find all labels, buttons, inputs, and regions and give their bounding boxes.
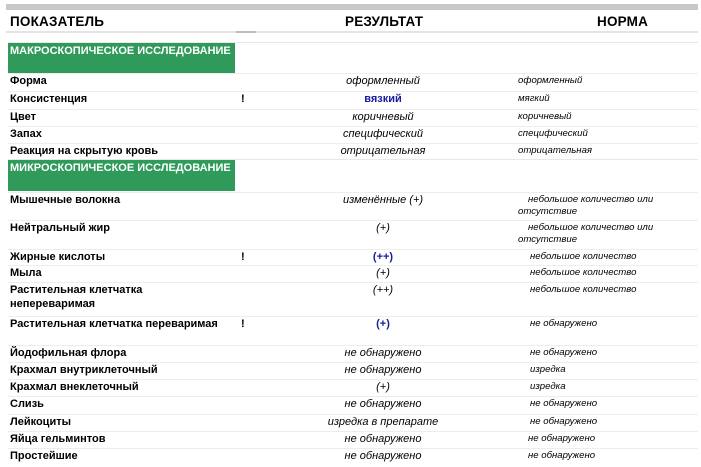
row-divider [8, 282, 698, 283]
row-divider [8, 126, 698, 127]
row-indicator: Слизь [10, 398, 44, 410]
row-result: оформленный [346, 75, 420, 87]
row-result: не обнаружено [344, 364, 422, 376]
row-norm: не обнаружено [530, 398, 598, 409]
row-indicator: Яйца гельминтов [10, 433, 106, 445]
row-norm: не обнаружено [530, 416, 598, 427]
header-divider-accent [236, 31, 256, 33]
row-result: специфический [342, 128, 423, 140]
row-indicator: Запах [10, 128, 42, 140]
row-norm: небольшое количество [530, 284, 637, 295]
row-norm: не обнаружено [528, 450, 596, 461]
row-result: не обнаружено [344, 450, 422, 462]
row-indicator: Крахмал внеклеточный [10, 381, 139, 393]
row-divider [8, 345, 698, 346]
row-indicator: Форма [10, 75, 47, 87]
row-indicator: Растительная клетчатка непереваримая [10, 284, 143, 310]
row-norm: специфический [518, 128, 588, 139]
abnormal-flag: ! [241, 318, 245, 330]
row-divider [8, 91, 698, 92]
row-divider [8, 265, 698, 266]
section-microscopic: МИКРОСКОПИЧЕСКОЕ ИССЛЕДОВАНИЕ [8, 160, 235, 191]
row-indicator: Мышечные волокна [10, 194, 121, 206]
row-result: (+) [376, 267, 390, 279]
row-norm: небольшое количество или отсутствие [518, 222, 654, 245]
row-norm: не обнаружено [530, 347, 598, 358]
row-indicator: Жирные кислоты [10, 251, 106, 263]
row-result: (++) [372, 251, 394, 263]
row-divider [8, 249, 698, 250]
row-result: (+) [376, 381, 390, 393]
row-divider [8, 220, 698, 221]
row-result: (+) [376, 318, 390, 330]
row-divider [8, 396, 698, 397]
row-result: (+) [376, 222, 390, 234]
row-norm: изредка [530, 381, 566, 392]
row-divider [8, 143, 698, 144]
section-divider [8, 159, 698, 160]
row-result: (++) [372, 284, 394, 296]
row-divider [8, 414, 698, 415]
abnormal-flag: ! [241, 251, 245, 263]
row-indicator: Лейкоциты [10, 416, 71, 428]
row-result: отрицательная [340, 145, 426, 157]
row-result: изредка в препарате [327, 416, 439, 428]
row-indicator: Цвет [10, 111, 37, 123]
row-divider [8, 316, 698, 317]
row-indicator: Реакция на скрытую кровь [10, 145, 159, 157]
abnormal-flag: ! [241, 93, 245, 105]
row-result: не обнаружено [344, 347, 422, 359]
row-norm: небольшое количество [530, 251, 637, 262]
row-result: не обнаружено [344, 398, 422, 410]
top-bar [6, 4, 698, 10]
header-norm: НОРМА [597, 14, 649, 29]
row-result: коричневый [352, 111, 414, 123]
row-indicator: Мыла [10, 267, 42, 279]
row-norm: не обнаружено [528, 433, 596, 444]
row-indicator: Йодофильная флора [10, 347, 127, 359]
row-indicator: Крахмал внутриклеточный [10, 364, 158, 376]
row-divider [8, 109, 698, 110]
row-result: изменённые (+) [342, 194, 424, 206]
row-norm: коричневый [518, 111, 572, 122]
row-norm: оформленный [518, 75, 583, 86]
row-divider [8, 73, 698, 74]
header-indicator: ПОКАЗАТЕЛЬ [10, 14, 105, 29]
row-divider [8, 379, 698, 380]
row-norm: изредка [530, 364, 566, 375]
row-divider [8, 431, 698, 432]
row-norm: мягкий [518, 93, 550, 104]
row-result: вязкий [364, 93, 402, 105]
row-norm: небольшое количество [530, 267, 637, 278]
row-indicator: Консистенция [10, 93, 88, 105]
row-divider [8, 448, 698, 449]
row-divider [8, 362, 698, 363]
section-divider [8, 42, 698, 43]
row-norm: небольшое количество или отсутствие [518, 194, 654, 217]
header-result: РЕЗУЛЬТАТ [345, 14, 424, 29]
row-norm: не обнаружено [530, 318, 598, 329]
row-indicator: Растительная клетчатка переваримая [10, 318, 218, 330]
row-result: не обнаружено [344, 433, 422, 445]
row-norm: отрицательная [518, 145, 593, 156]
section-macroscopic: МАКРОСКОПИЧЕСКОЕ ИССЛЕДОВАНИЕ [8, 43, 235, 73]
row-divider [8, 192, 698, 193]
header-divider [6, 31, 698, 33]
row-indicator: Простейшие [10, 450, 78, 462]
row-indicator: Нейтральный жир [10, 222, 110, 234]
